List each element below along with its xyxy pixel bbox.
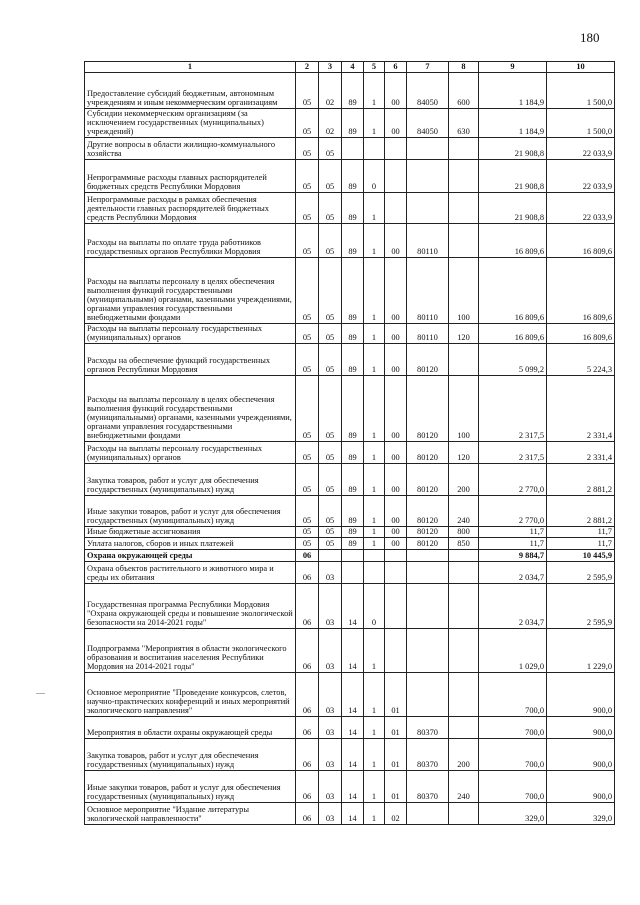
- row-name: Расходы на обеспечение функций государственных органов Республики Мордовия: [85, 344, 296, 376]
- cell-event: 02: [385, 803, 407, 825]
- cell-event: 01: [385, 771, 407, 803]
- cell-program: 89: [342, 224, 364, 258]
- cell-subprogram: 1: [364, 324, 385, 344]
- cell-expense-type: 850: [449, 538, 479, 550]
- cell-expense-type: 120: [449, 442, 479, 464]
- cell-section: 05: [296, 160, 319, 193]
- cell-subsection: 05: [319, 527, 342, 538]
- cell-expense-type: [449, 344, 479, 376]
- row-name: Иные закупки товаров, работ и услуг для обеспечения государственных (муниципальных) нужд: [85, 771, 296, 803]
- table-row: [85, 803, 615, 825]
- table-row: [85, 442, 615, 464]
- cell-direction: [407, 193, 449, 224]
- table-header-row: [85, 62, 615, 73]
- cell-subsection: 05: [319, 193, 342, 224]
- cell-direction: 80370: [407, 771, 449, 803]
- page-number: 180: [580, 30, 600, 45]
- cell-program: 14: [342, 717, 364, 739]
- cell-subprogram: 1: [364, 803, 385, 825]
- table-row: [85, 527, 615, 538]
- cell-event: 00: [385, 324, 407, 344]
- cell-amount-2021: 900,0: [547, 673, 615, 717]
- row-name: Расходы на выплаты персоналу в целях обеспечения выполнения функций государственными (муниципальными) органами, казенными учреждениями, органами управления государственными внебюджетными фондами: [85, 376, 296, 442]
- cell-section: 05: [296, 442, 319, 464]
- cell-subsection: 05: [319, 224, 342, 258]
- cell-subprogram: 1: [364, 527, 385, 538]
- cell-direction: [407, 673, 449, 717]
- cell-event: [385, 584, 407, 629]
- cell-event: 00: [385, 224, 407, 258]
- cell-amount-2021: 5 224,3: [547, 344, 615, 376]
- cell-subprogram: 1: [364, 258, 385, 324]
- cell-subsection: [319, 550, 342, 562]
- cell-amount-2021: 900,0: [547, 771, 615, 803]
- cell-amount-2020: 700,0: [479, 739, 547, 771]
- cell-expense-type: 200: [449, 464, 479, 496]
- cell-amount-2020: 700,0: [479, 673, 547, 717]
- cell-event: 00: [385, 496, 407, 527]
- cell-amount-2020: 2 317,5: [479, 442, 547, 464]
- cell-subprogram: 1: [364, 193, 385, 224]
- cell-amount-2020: 2 034,7: [479, 562, 547, 584]
- cell-subsection: 05: [319, 344, 342, 376]
- cell-expense-type: 240: [449, 771, 479, 803]
- row-name: Расходы на выплаты персоналу государственных (муниципальных) органов: [85, 324, 296, 344]
- cell-program: 89: [342, 258, 364, 324]
- cell-section: 05: [296, 376, 319, 442]
- cell-direction: [407, 562, 449, 584]
- row-name: Предоставление субсидий бюджетным, автономным учреждениям и иным некоммерческим организациям: [85, 73, 296, 109]
- row-name: Непрограммные расходы в рамках обеспечения деятельности главных распорядителей бюджетных средств Республики Мордовия: [85, 193, 296, 224]
- cell-amount-2021: 16 809,6: [547, 324, 615, 344]
- cell-subsection: 03: [319, 739, 342, 771]
- table-row: [85, 324, 615, 344]
- row-name: Непрограммные расходы главных распорядителей бюджетных средств Республики Мордовия: [85, 160, 296, 193]
- cell-amount-2021: 10 445,9: [547, 550, 615, 562]
- cell-amount-2020: 5 099,2: [479, 344, 547, 376]
- margin-mark: —: [36, 688, 45, 698]
- cell-subsection: 03: [319, 562, 342, 584]
- row-name: Иные бюджетные ассигнования: [85, 527, 296, 538]
- cell-direction: 80120: [407, 496, 449, 527]
- col-header: 10: [547, 62, 615, 73]
- cell-subsection: 05: [319, 442, 342, 464]
- cell-program: 89: [342, 496, 364, 527]
- cell-amount-2021: 22 033,9: [547, 138, 615, 160]
- cell-program: 14: [342, 629, 364, 673]
- cell-amount-2021: 11,7: [547, 538, 615, 550]
- cell-program: 89: [342, 376, 364, 442]
- cell-amount-2020: 16 809,6: [479, 324, 547, 344]
- cell-direction: [407, 160, 449, 193]
- cell-amount-2020: 1 184,9: [479, 73, 547, 109]
- cell-program: 89: [342, 324, 364, 344]
- cell-amount-2020: 21 908,8: [479, 138, 547, 160]
- cell-subprogram: 1: [364, 496, 385, 527]
- cell-amount-2020: 11,7: [479, 538, 547, 550]
- cell-direction: [407, 550, 449, 562]
- cell-amount-2021: 329,0: [547, 803, 615, 825]
- col-header: 1: [85, 62, 296, 73]
- cell-amount-2021: 2 881,2: [547, 496, 615, 527]
- row-name: Основное мероприятие "Проведение конкурсов, слетов, научно-практических конференций и иных мероприятий экологического направления": [85, 673, 296, 717]
- cell-amount-2020: 11,7: [479, 527, 547, 538]
- cell-program: [342, 562, 364, 584]
- cell-section: 06: [296, 673, 319, 717]
- cell-subsection: 05: [319, 258, 342, 324]
- cell-section: 06: [296, 771, 319, 803]
- cell-subprogram: 0: [364, 584, 385, 629]
- table-row: [85, 464, 615, 496]
- table-row: [85, 673, 615, 717]
- col-header: 6: [385, 62, 407, 73]
- cell-subsection: 03: [319, 673, 342, 717]
- col-header: 8: [449, 62, 479, 73]
- cell-amount-2021: 22 033,9: [547, 160, 615, 193]
- cell-subprogram: 1: [364, 739, 385, 771]
- cell-amount-2020: 9 884,7: [479, 550, 547, 562]
- cell-subprogram: 1: [364, 673, 385, 717]
- cell-section: 06: [296, 803, 319, 825]
- cell-expense-type: [449, 673, 479, 717]
- cell-subsection: 05: [319, 464, 342, 496]
- row-name: Государственная программа Республики Мордовия "Охрана окружающей среды и повышение экологической безопасности на 2014-2021 годы": [85, 584, 296, 629]
- cell-section: 05: [296, 527, 319, 538]
- cell-amount-2020: 700,0: [479, 717, 547, 739]
- cell-amount-2021: 1 229,0: [547, 629, 615, 673]
- cell-direction: [407, 803, 449, 825]
- cell-amount-2020: 700,0: [479, 771, 547, 803]
- cell-amount-2020: 2 317,5: [479, 376, 547, 442]
- cell-subprogram: 1: [364, 224, 385, 258]
- cell-section: 05: [296, 73, 319, 109]
- cell-subsection: 03: [319, 629, 342, 673]
- row-name: Подпрограмма "Мероприятия в области экологического образования и воспитания населения Республики Мордовия на 2014-2021 годы": [85, 629, 296, 673]
- cell-program: [342, 550, 364, 562]
- row-name: Иные закупки товаров, работ и услуг для обеспечения государственных (муниципальных) нужд: [85, 496, 296, 527]
- cell-program: 89: [342, 527, 364, 538]
- cell-section: 06: [296, 629, 319, 673]
- cell-expense-type: [449, 803, 479, 825]
- cell-program: 89: [342, 109, 364, 138]
- cell-amount-2020: 16 809,6: [479, 224, 547, 258]
- cell-event: [385, 629, 407, 673]
- cell-subprogram: 1: [364, 717, 385, 739]
- cell-event: 01: [385, 673, 407, 717]
- cell-event: 00: [385, 527, 407, 538]
- cell-subprogram: 0: [364, 160, 385, 193]
- cell-program: 14: [342, 771, 364, 803]
- cell-direction: 80120: [407, 464, 449, 496]
- col-header: 5: [364, 62, 385, 73]
- cell-subprogram: 1: [364, 344, 385, 376]
- cell-subsection: 05: [319, 538, 342, 550]
- cell-amount-2021: 1 500,0: [547, 109, 615, 138]
- cell-expense-type: [449, 562, 479, 584]
- cell-subprogram: 1: [364, 538, 385, 550]
- table-row: [85, 344, 615, 376]
- cell-program: 89: [342, 73, 364, 109]
- cell-event: 00: [385, 258, 407, 324]
- table-row: [85, 109, 615, 138]
- cell-subprogram: 1: [364, 442, 385, 464]
- table-row: [85, 73, 615, 109]
- row-name: Уплата налогов, сборов и иных платежей: [85, 538, 296, 550]
- cell-direction: 80120: [407, 376, 449, 442]
- cell-amount-2020: 329,0: [479, 803, 547, 825]
- table-row: [85, 496, 615, 527]
- col-header: 7: [407, 62, 449, 73]
- table-row: [85, 771, 615, 803]
- cell-section: 05: [296, 496, 319, 527]
- cell-amount-2021: 900,0: [547, 717, 615, 739]
- cell-event: 01: [385, 717, 407, 739]
- row-name: Расходы на выплаты по оплате труда работников государственных органов Республики Мордовия: [85, 224, 296, 258]
- cell-section: 05: [296, 138, 319, 160]
- cell-expense-type: 100: [449, 376, 479, 442]
- cell-subprogram: 1: [364, 771, 385, 803]
- row-name: Мероприятия в области охраны окружающей среды: [85, 717, 296, 739]
- table-row: [85, 717, 615, 739]
- cell-subprogram: [364, 138, 385, 160]
- cell-expense-type: [449, 224, 479, 258]
- cell-program: 14: [342, 584, 364, 629]
- cell-expense-type: [449, 138, 479, 160]
- cell-program: 14: [342, 803, 364, 825]
- table-row: [85, 550, 615, 562]
- cell-section: 06: [296, 550, 319, 562]
- cell-event: 00: [385, 538, 407, 550]
- cell-amount-2020: 21 908,8: [479, 193, 547, 224]
- cell-amount-2020: 21 908,8: [479, 160, 547, 193]
- table-row: [85, 739, 615, 771]
- cell-direction: 84050: [407, 73, 449, 109]
- cell-expense-type: [449, 160, 479, 193]
- cell-program: 89: [342, 464, 364, 496]
- cell-amount-2021: 1 500,0: [547, 73, 615, 109]
- cell-expense-type: 240: [449, 496, 479, 527]
- cell-amount-2021: 2 595,9: [547, 562, 615, 584]
- col-header: 9: [479, 62, 547, 73]
- cell-section: 06: [296, 717, 319, 739]
- table-row: [85, 562, 615, 584]
- cell-subprogram: [364, 562, 385, 584]
- cell-section: 05: [296, 464, 319, 496]
- cell-expense-type: 120: [449, 324, 479, 344]
- cell-expense-type: [449, 550, 479, 562]
- table-row: [85, 258, 615, 324]
- cell-subprogram: [364, 550, 385, 562]
- cell-program: 89: [342, 538, 364, 550]
- cell-subprogram: 1: [364, 109, 385, 138]
- table-row: [85, 138, 615, 160]
- cell-amount-2021: 2 595,9: [547, 584, 615, 629]
- cell-direction: 80120: [407, 538, 449, 550]
- cell-program: 89: [342, 442, 364, 464]
- cell-direction: [407, 584, 449, 629]
- table-row: [85, 160, 615, 193]
- cell-section: 06: [296, 739, 319, 771]
- cell-expense-type: 630: [449, 109, 479, 138]
- cell-section: 06: [296, 584, 319, 629]
- cell-subsection: 02: [319, 73, 342, 109]
- table-row: [85, 584, 615, 629]
- cell-event: [385, 550, 407, 562]
- cell-amount-2021: 16 809,6: [547, 224, 615, 258]
- col-header: 2: [296, 62, 319, 73]
- cell-section: 06: [296, 562, 319, 584]
- cell-amount-2020: 2 034,7: [479, 584, 547, 629]
- col-header: 3: [319, 62, 342, 73]
- table-row: [85, 538, 615, 550]
- cell-program: [342, 138, 364, 160]
- cell-subsection: 05: [319, 376, 342, 442]
- cell-section: 05: [296, 224, 319, 258]
- cell-direction: 80120: [407, 442, 449, 464]
- cell-subprogram: 1: [364, 464, 385, 496]
- cell-direction: 80110: [407, 324, 449, 344]
- cell-event: [385, 160, 407, 193]
- cell-amount-2020: 2 770,0: [479, 464, 547, 496]
- cell-direction: 80370: [407, 739, 449, 771]
- row-name: Закупка товаров, работ и услуг для обеспечения государственных (муниципальных) нужд: [85, 464, 296, 496]
- cell-direction: 80110: [407, 224, 449, 258]
- cell-expense-type: [449, 629, 479, 673]
- cell-expense-type: [449, 584, 479, 629]
- cell-direction: 80110: [407, 258, 449, 324]
- cell-subsection: 03: [319, 717, 342, 739]
- cell-expense-type: 600: [449, 73, 479, 109]
- cell-direction: [407, 138, 449, 160]
- cell-event: 00: [385, 464, 407, 496]
- cell-subsection: 05: [319, 160, 342, 193]
- cell-section: 05: [296, 324, 319, 344]
- cell-expense-type: 800: [449, 527, 479, 538]
- col-header: 4: [342, 62, 364, 73]
- cell-event: [385, 562, 407, 584]
- cell-event: 00: [385, 376, 407, 442]
- cell-expense-type: [449, 717, 479, 739]
- cell-amount-2021: 16 809,6: [547, 258, 615, 324]
- cell-event: 00: [385, 344, 407, 376]
- cell-event: 01: [385, 739, 407, 771]
- cell-amount-2020: 1 184,9: [479, 109, 547, 138]
- cell-direction: [407, 629, 449, 673]
- cell-section: 05: [296, 538, 319, 550]
- cell-subsection: 03: [319, 584, 342, 629]
- cell-section: 05: [296, 193, 319, 224]
- cell-amount-2021: 2 881,2: [547, 464, 615, 496]
- cell-section: 05: [296, 109, 319, 138]
- cell-subsection: 05: [319, 324, 342, 344]
- cell-subprogram: 1: [364, 376, 385, 442]
- cell-section: 05: [296, 344, 319, 376]
- cell-event: [385, 138, 407, 160]
- cell-amount-2021: 2 331,4: [547, 442, 615, 464]
- cell-program: 14: [342, 673, 364, 717]
- cell-event: [385, 193, 407, 224]
- table-row: [85, 376, 615, 442]
- cell-direction: 80120: [407, 527, 449, 538]
- cell-subprogram: 1: [364, 629, 385, 673]
- cell-event: 00: [385, 442, 407, 464]
- cell-program: 14: [342, 739, 364, 771]
- cell-expense-type: [449, 193, 479, 224]
- cell-direction: 80370: [407, 717, 449, 739]
- cell-direction: 80120: [407, 344, 449, 376]
- cell-subsection: 05: [319, 138, 342, 160]
- cell-expense-type: 200: [449, 739, 479, 771]
- row-name: Расходы на выплаты персоналу в целях обеспечения выполнения функций государственными (муниципальными) органами, казенными учреждениями, органами управления государственными внебюджетными фондами: [85, 258, 296, 324]
- cell-program: 89: [342, 344, 364, 376]
- cell-subsection: 03: [319, 803, 342, 825]
- cell-program: 89: [342, 160, 364, 193]
- table-row: [85, 193, 615, 224]
- cell-amount-2020: 16 809,6: [479, 258, 547, 324]
- cell-amount-2021: 11,7: [547, 527, 615, 538]
- row-name: Другие вопросы в области жилищно-коммунального хозяйства: [85, 138, 296, 160]
- cell-amount-2021: 2 331,4: [547, 376, 615, 442]
- row-name: Закупка товаров, работ и услуг для обеспечения государственных (муниципальных) нужд: [85, 739, 296, 771]
- row-name: Расходы на выплаты персоналу государственных (муниципальных) органов: [85, 442, 296, 464]
- row-name: Охрана окружающей среды: [85, 550, 296, 562]
- cell-expense-type: 100: [449, 258, 479, 324]
- cell-amount-2021: 22 033,9: [547, 193, 615, 224]
- cell-subprogram: 1: [364, 73, 385, 109]
- cell-amount-2020: 2 770,0: [479, 496, 547, 527]
- row-name: Охрана объектов растительного и животного мира и среды их обитания: [85, 562, 296, 584]
- cell-event: 00: [385, 109, 407, 138]
- table-row: [85, 224, 615, 258]
- cell-amount-2020: 1 029,0: [479, 629, 547, 673]
- budget-table: [84, 61, 615, 825]
- cell-subsection: 05: [319, 496, 342, 527]
- row-name: Субсидии некоммерческим организациям (за исключением государственных (муниципальных) учреждений): [85, 109, 296, 138]
- table-row: [85, 629, 615, 673]
- row-name: Основное мероприятие "Издание литературы экологической направленности": [85, 803, 296, 825]
- cell-direction: 84050: [407, 109, 449, 138]
- cell-section: 05: [296, 258, 319, 324]
- cell-event: 00: [385, 73, 407, 109]
- cell-subsection: 03: [319, 771, 342, 803]
- cell-program: 89: [342, 193, 364, 224]
- cell-amount-2021: 900,0: [547, 739, 615, 771]
- cell-subsection: 02: [319, 109, 342, 138]
